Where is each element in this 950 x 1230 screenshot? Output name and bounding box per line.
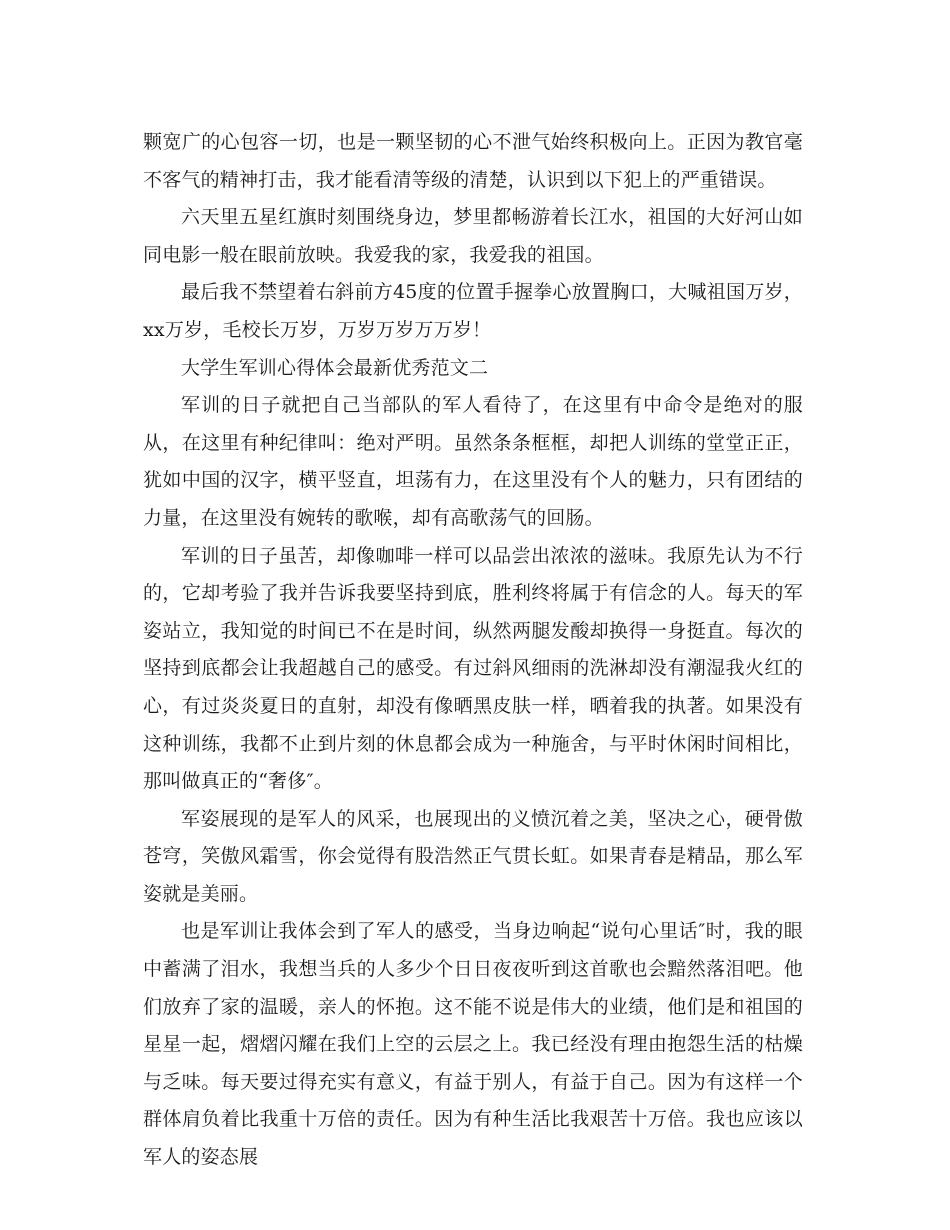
paragraph: 军姿展现的是军人的风采，也展现出的义愤沉着之美，坚决之心，硬骨傲苍穹，笑傲风霜雪，你会觉得有股浩然正气贯长虹。如果青春是精品，那么军姿就是美丽。 <box>143 807 803 905</box>
paragraph: 军训的日子虽苦，却像咖啡一样可以品尝出浓浓的滋味。我原先认为不行的，它却考验了我并告诉我要坚持到底，胜利终将属于有信念的人。每天的军姿站立，我知觉的时间已不在是时间，纵然两腿发酸却换得一身挺直。每次的坚持到底都会让我超越自己的感受。有过斜风细雨的洗淋却没有潮湿我火红的心，有过炎炎夏日的直射，却没有像晒黑皮肤一样，晒着我的执著。如果没有这种训练，我都不止到片刻的休息都会成为一种施舍，与平时休闲时间相比，那叫做真正的“奢侈″。 <box>143 544 803 793</box>
paragraph: 六天里五星红旗时刻围绕身边，梦里都畅游着长江水，祖国的大好河山如同电影一般在眼前放映。我爱我的家，我爱我的祖国。 <box>143 206 803 266</box>
document-body <box>143 124 803 1177</box>
paragraph: 军训的日子就把自己当部队的军人看待了，在这里有中命令是绝对的服从，在这里有种纪律叫：绝对严明。虽然条条框框，却把人训练的堂堂正正，犹如中国的汉字，横平竖直，坦荡有力，在这里没有个人的魅力，只有团结的力量，在这里没有婉转的歌喉，却有高歌荡气的回肠。 <box>143 394 803 529</box>
paragraph: 最后我不禁望着右斜前方45度的位置手握拳心放置胸口，大喊祖国万岁，xx万岁，毛校长万岁，万岁万岁万万岁！ <box>143 281 803 341</box>
paragraph: 也是军训让我体会到了军人的感受，当身边响起“说句心里话″时，我的眼中蓄满了泪水，我想当兵的人多少个日日夜夜听到这首歌也会黯然落泪吧。他们放弃了家的温暖，亲人的怀抱。这不能不说是伟大的业绩，他们是和祖国的星星一起，熠熠闪耀在我们上空的云层之上。我已经没有理由抱怨生活的枯燥与乏味。每天要过得充实有意义，有益于别人，有益于自己。因为有这样一个群体肩负着比我重十万倍的责任。因为有种生活比我艰苦十万倍。我也应该以军人的姿态展 <box>143 920 803 1169</box>
section-heading: 大学生军训心得体会最新优秀范文二 <box>181 356 489 379</box>
paragraph-continuation: 颗宽广的心包容一切，也是一颗坚韧的心不泄气始终积极向上。正因为教官毫不客气的精神打击，我才能看清等级的清楚，认识到以下犯上的严重错误。 <box>143 131 803 191</box>
